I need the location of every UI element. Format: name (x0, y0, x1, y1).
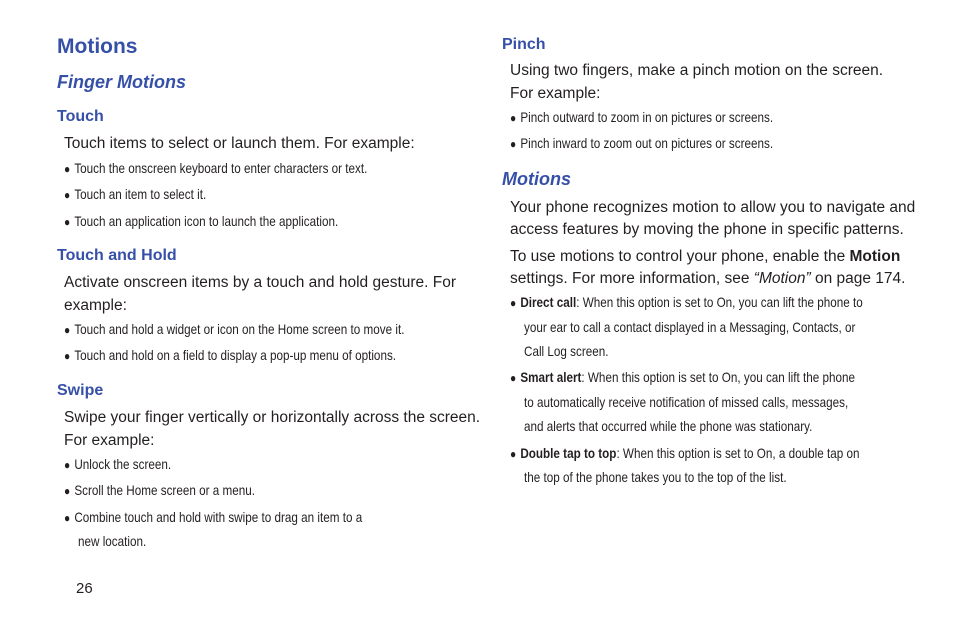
list-item: ● Touch an application icon to launch the application. (64, 214, 339, 229)
motions-para2-line2 (510, 268, 905, 290)
motions-para2-line1 (510, 246, 900, 268)
bullet-text: Touch an item to select it. (74, 187, 207, 202)
list-item-continuation (78, 530, 146, 554)
list-item-continuation (524, 415, 812, 439)
motion-reference-link[interactable]: “Motion” (753, 270, 811, 287)
para2-line2-prefix: settings. For more information, see (510, 270, 754, 287)
list-item-direct-call: ● Direct call: When this option is set to On, you can lift the phone to (510, 295, 863, 310)
pinch-intro-line2: For example: (510, 85, 601, 102)
motion-setting-label: Motion (849, 248, 901, 265)
smart-alert-label: Smart alert (520, 370, 582, 385)
finger-motions-heading: Finger Motions (57, 72, 186, 92)
smart-alert-text-3: and alerts that occurred while the phone was stationary. (524, 419, 813, 434)
double-tap-text: : When this option is set to On, a double tap on (616, 446, 860, 461)
page-number: 26 (76, 580, 93, 597)
direct-call-text: : When this option is set to On, you can lift the phone to (576, 295, 863, 310)
list-item: ● Combine touch and hold with swipe to drag an item to a (64, 510, 363, 525)
motions-para1-line2: access features by moving the phone in specific patterns. (510, 221, 904, 238)
page-title: Motions (57, 35, 138, 58)
list-item: ● Pinch outward to zoom in on pictures or screens. (510, 110, 774, 125)
list-item: ● Touch an item to select it. (64, 187, 207, 202)
touch-and-hold-heading: Touch and Hold (57, 247, 177, 264)
pinch-heading: Pinch (502, 36, 546, 53)
direct-call-text-3: Call Log screen. (524, 344, 609, 359)
para2-prefix: To use motions to control your phone, enable the (510, 248, 850, 265)
bullet-text: Unlock the screen. (74, 457, 172, 472)
list-item-continuation (524, 466, 787, 490)
smart-alert-text: : When this option is set to On, you can lift the phone (581, 370, 856, 385)
list-item-double-tap: ● Double tap to top: When this option is set to On, a double tap on (510, 446, 860, 461)
bullet-text: Touch an application icon to launch the application. (74, 214, 339, 229)
pinch-intro-line1: Using two fingers, make a pinch motion on the screen. (510, 62, 884, 79)
bullet-text: Combine touch and hold with swipe to drag an item to a (74, 510, 363, 525)
motions-para1-line1: Your phone recognizes motion to allow you to navigate and (510, 199, 916, 216)
touch-heading: Touch (57, 108, 104, 125)
bullet-text: Touch and hold on a field to display a pop-up menu of options. (74, 348, 397, 363)
motions-subheading: Motions (502, 169, 571, 189)
bullet-text: Pinch outward to zoom in on pictures or screens. (520, 110, 774, 125)
swipe-intro-line2: For example: (64, 432, 155, 449)
list-item-continuation (524, 316, 855, 340)
list-item-smart-alert: ● Smart alert: When this option is set to On, you can lift the phone (510, 370, 856, 385)
bullet-text: Pinch inward to zoom out on pictures or screens. (520, 136, 774, 151)
direct-call-label: Direct call (520, 295, 577, 310)
bullet-text: Touch and hold a widget or icon on the Home screen to move it. (74, 322, 405, 337)
list-item: ● Touch and hold a widget or icon on the Home screen to move it. (64, 322, 405, 337)
list-item: ● Touch the onscreen keyboard to enter characters or text. (64, 161, 368, 176)
swipe-intro-line1: Swipe your finger vertically or horizontally across the screen. (64, 409, 481, 426)
bullet-text: Scroll the Home screen or a menu. (74, 483, 255, 498)
smart-alert-text-2: to automatically receive notification of missed calls, messages, (524, 395, 849, 410)
double-tap-text-2: the top of the phone takes you to the top of the list. (524, 470, 787, 485)
bullet-text: Touch the onscreen keyboard to enter characters or text. (74, 161, 368, 176)
touch-hold-intro-line1: Activate onscreen items by a touch and hold gesture. For (64, 274, 457, 291)
touch-hold-intro-line2: example: (64, 297, 127, 314)
list-item-continuation (524, 340, 608, 364)
list-item: ● Scroll the Home screen or a menu. (64, 483, 255, 498)
swipe-heading: Swipe (57, 382, 104, 399)
double-tap-label: Double tap to top (520, 446, 617, 461)
list-item: ● Pinch inward to zoom out on pictures or screens. (510, 136, 774, 151)
para2-line2-suffix: on page 174. (810, 270, 906, 287)
list-item: ● Touch and hold on a field to display a pop-up menu of options. (64, 348, 397, 363)
direct-call-text-2: your ear to call a contact displayed in a Messaging, Contacts, or (524, 320, 856, 335)
list-item-continuation (524, 391, 848, 415)
touch-intro: Touch items to select or launch them. For example: (64, 135, 415, 152)
bullet-text: new location. (78, 534, 147, 549)
list-item: ● Unlock the screen. (64, 457, 172, 472)
